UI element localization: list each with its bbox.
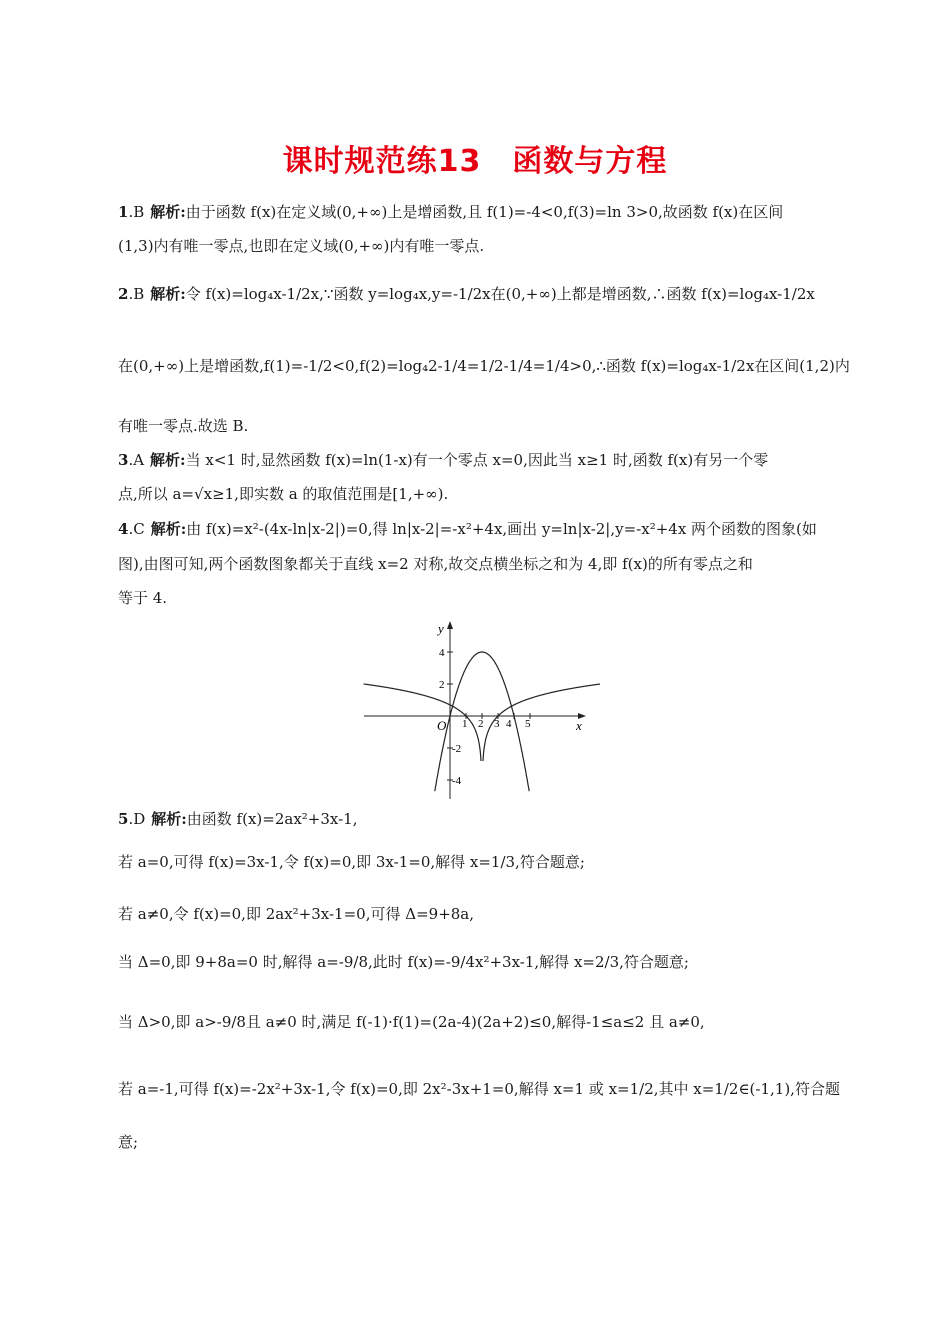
function-graph (360, 615, 600, 805)
line-text: (1,3)内有唯一零点,也即在定义域(0,+∞)内有唯一零点. (118, 237, 485, 255)
text-line (118, 902, 474, 926)
line-text: 由函数 f(x)=2ax²+3x-1, (186, 810, 358, 828)
line-text: 当 Δ=0,即 9+8a=0 时,解得 a=-9/8,此时 f(x)=-9/4x²+3x-1,解得 x=2/3,符合题意; (118, 953, 689, 971)
text-line (118, 200, 783, 224)
text-line (118, 1010, 705, 1034)
x-tick-4: 4 (506, 718, 512, 730)
analysis-label: 解析: (150, 203, 186, 221)
answer-choice: .B (128, 203, 145, 221)
line-text: 由于函数 f(x)在定义域(0,+∞)上是增函数,且 f(1)=-4<0,f(3)=ln 3>0,故函数 f(x)在区间 (185, 203, 784, 221)
text-line (118, 482, 448, 506)
question-number: 5 (118, 810, 129, 828)
line-text: 图),由图可知,两个函数图象都关于直线 x=2 对称,故交点横坐标之和为 4,即 f(x)的所有零点之和 (118, 555, 753, 573)
analysis-label: 解析: (150, 451, 186, 469)
text-line (118, 850, 585, 874)
text-line (118, 234, 484, 258)
x-tick-1: 1 (462, 718, 468, 730)
question-number: 1 (118, 203, 129, 221)
y-axis-label: y (438, 621, 444, 636)
page-title: 课时规范练13 函数与方程 (282, 144, 668, 179)
x-tick-5: 5 (525, 718, 531, 730)
analysis-label: 解析: (150, 285, 186, 303)
text-line (118, 1077, 840, 1101)
text-line (118, 552, 753, 576)
x-tick-2: 2 (478, 718, 484, 730)
line-text: 当 Δ>0,即 a>-9/8且 a≠0 时,满足 f(-1)·f(1)=(2a-4)(2a+2)≤0,解得-1≤a≤2 且 a≠0, (118, 1013, 705, 1031)
answer-choice: .B (128, 285, 145, 303)
text-line (118, 517, 817, 541)
line-text: 点,所以 a=√x≥1,即实数 a 的取值范围是[1,+∞). (118, 485, 449, 503)
text-line (118, 448, 768, 472)
line-text: 意; (118, 1133, 139, 1151)
y-tick-4: 4 (439, 647, 445, 659)
analysis-label: 解析: (150, 520, 187, 538)
x-axis-label: x (576, 718, 582, 733)
text-line (118, 1130, 138, 1154)
text-line (118, 807, 357, 831)
question-number: 2 (118, 285, 129, 303)
line-text: 等于 4. (118, 589, 168, 607)
y-tick-2: 2 (439, 679, 445, 691)
line-text: 当 x<1 时,显然函数 f(x)=ln(1-x)有一个零点 x=0,因此当 x≥1 时,函数 f(x)有另一个零 (185, 451, 769, 469)
text-line (118, 282, 815, 306)
answer-choice: .C (128, 520, 145, 538)
origin-label: O (437, 718, 447, 733)
text-line (118, 354, 850, 378)
y-axis-arrow (447, 621, 453, 629)
line-text: 有唯一零点.故选 B. (118, 417, 249, 435)
line-text: 由 f(x)=x²-(4x-ln|x-2|)=0,得 ln|x-2|=-x²+4x,画出 y=ln|x-2|,y=-x²+4x 两个函数的图象(如 (186, 520, 817, 538)
y-tick-neg4: -4 (452, 775, 462, 787)
question-number: 4 (118, 520, 129, 538)
line-text: 令 f(x)=log₄x-1/2x,∵函数 y=log₄x,y=-1/2x在(0,+∞)上都是增函数,∴函数 f(x)=log₄x-1/2x (185, 285, 815, 303)
question-number: 3 (118, 451, 129, 469)
y-tick-neg2: -2 (452, 743, 462, 755)
answer-choice: .A (128, 451, 145, 469)
line-text: 若 a=-1,可得 f(x)=-2x²+3x-1,令 f(x)=0,即 2x²-3x+1=0,解得 x=1 或 x=1/2,其中 x=1/2∈(-1,1),符合题 (118, 1080, 840, 1098)
line-text: 若 a=0,可得 f(x)=3x-1,令 f(x)=0,即 3x-1=0,解得 x=1/3,符合题意; (118, 853, 585, 871)
text-line (118, 414, 248, 438)
text-line (118, 586, 167, 610)
answer-choice: .D (128, 810, 146, 828)
analysis-label: 解析: (151, 810, 187, 828)
line-text: 若 a≠0,令 f(x)=0,即 2ax²+3x-1=0,可得 Δ=9+8a, (118, 905, 475, 923)
text-line (118, 950, 689, 974)
x-tick-3: 3 (494, 718, 500, 730)
line-text: 在(0,+∞)上是增函数,f(1)=-1/2<0,f(2)=log₄2-1/4=1/2-1/4=1/4>0,∴函数 f(x)=log₄x-1/2x在区间(1,2)内 (118, 357, 850, 375)
